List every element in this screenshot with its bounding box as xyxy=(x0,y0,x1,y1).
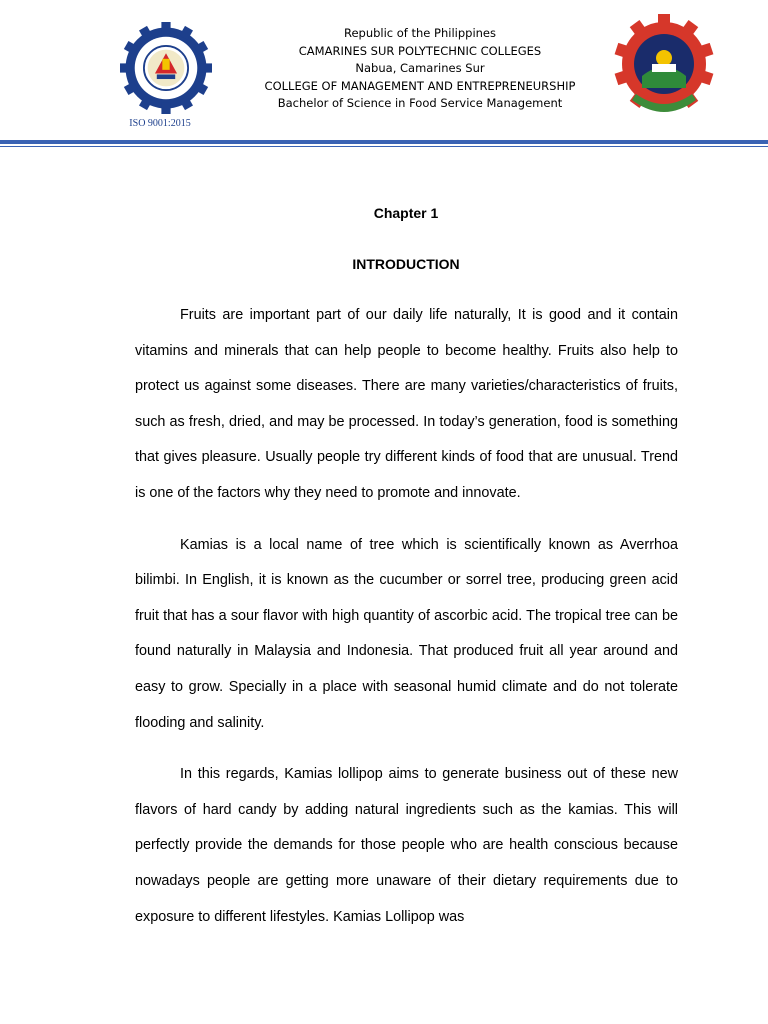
cspc-seal-icon xyxy=(120,22,212,114)
paragraph: Fruits are important part of our daily life naturally, It is good and it contain vitamins and minerals that can help people to become healthy. Fruits also help to protect us against some diseases. There are many varieties/characteristics of fruits, such as fresh, dried, and may be processed. In today’s generation, food is something that gives pleasure. Usually people try different kinds of food that are unusual. Trend is one of the factors why they need to promote and innovate. xyxy=(135,307,678,501)
program-name: Bachelor of Science in Food Service Management xyxy=(277,96,563,110)
section-title: INTRODUCTION xyxy=(352,256,460,272)
republic-line: Republic of the Philippines xyxy=(343,26,497,40)
iso-certification: ISO 9001:2015 xyxy=(129,118,191,129)
institution-header xyxy=(220,25,620,113)
college-name: COLLEGE OF MANAGEMENT AND ENTREPRENEURSHIP xyxy=(264,78,576,93)
header-rule-thick xyxy=(0,140,768,144)
school-location: Nabua, Camarines Sur xyxy=(355,61,485,75)
chapter-heading: Chapter 1 xyxy=(373,205,439,221)
paragraph: In this regards, Kamias lollipop aims to generate business out of these new flavors of hard candy by adding natural ingredients such as the kamias. This will perfectly provide the demands for those people who are health conscious because nowadays people are getting more unaware of their dietary requirements due to exposure to different lifestyles. Kamias Lollipop was xyxy=(135,766,678,925)
header-rule-thin xyxy=(0,146,768,147)
letterhead xyxy=(0,0,768,150)
school-name: CAMARINES SUR POLYTECHNIC COLLEGES xyxy=(298,43,542,58)
document-body xyxy=(135,298,678,951)
college-seal-icon xyxy=(614,14,714,122)
paragraph: Kamias is a local name of tree which is scientifically known as Averrhoa bilimbi. In English, it is known as the cucumber or sorrel tree, producing green acid fruit that has a sour flavor with high quantity of ascorbic acid. The tropical tree can be found naturally in Malaysia and Indonesia. That produced fruit all year around and easy to grow. Specially in a place with seasonal humid climate and do not tolerate flooding and salinity. xyxy=(135,536,678,731)
